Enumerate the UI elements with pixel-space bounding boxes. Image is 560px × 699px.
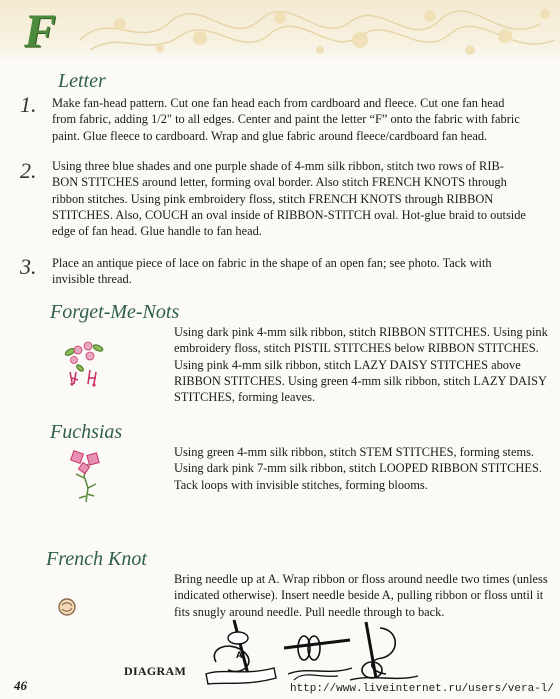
fuchsias-text: Using green 4-mm silk ribbon, stitch STEM STITCHES, forming stems. Using dark pink 7-mm silk ribbon, stitch LOOPED RIBBON STITCHES. Tack loops with invisible stitches, forming blooms. <box>174 445 542 492</box>
section-heading-french-knot: French Knot <box>46 548 147 570</box>
step-text-3: Place an antique piece of lace on fabric in the shape of an open fan; see photo. Tack with invisible thread. <box>52 256 492 287</box>
header-banner <box>0 0 560 62</box>
fuchsias-illustration <box>66 448 106 504</box>
step-number-2: 2. <box>20 158 37 183</box>
french-knot-illustration <box>56 596 78 618</box>
french-knot-diagram-3 <box>346 618 422 686</box>
step-number-3: 3. <box>20 254 37 279</box>
source-watermark: http://www.liveinternet.ru/users/vera-l/ <box>289 683 554 695</box>
chapter-letter: F <box>23 5 56 58</box>
step-number-1: 1. <box>20 92 37 117</box>
chapter-letter-badge <box>14 6 66 58</box>
step-text-2: Using three blue shades and one purple shade of 4-mm silk ribbon, stitch two rows of RIB-BON STITCHES around letter, forming oval border. Also stitch FRENCH KNOTS through ribbon stitches. Using pink embroidery floss, stitch FRENCH KNOTS through RIBBON STITCHES. Also, COUCH an oval inside of RIBBON-STITCH oval. Hot-glue braid to outside edge of fan head. Glue handle to fan head. <box>52 159 526 239</box>
section-heading-fuchsias: Fuchsias <box>50 421 123 443</box>
forget-me-nots-illustration <box>60 338 108 390</box>
point-a-label: A <box>236 650 243 660</box>
step-text-1: Make fan-head pattern. Cut one fan head each from cardboard and fleece. Cut one fan head from fabric, adding 1/2" to all edges. Center and paint the letter “F” onto the fabric with fabric paint. Glue fleece to cardboard. Wrap and glue fabric around fleece/cardboard fan head. <box>52 96 520 143</box>
forget-me-nots-text: Using dark pink 4-mm silk ribbon, stitch RIBBON STITCHES. Using pink embroidery floss, stitch PISTIL STITCHES below RIBBON STITCHES. Using pink 4-mm silk ribbon, stitch LAZY DAISY STITCHES above RIBBON STITCHES. Using green 4-mm silk ribbon, stitch LAZY DAISY STITCHES, forming leaves. <box>174 325 548 405</box>
section-heading-forget-me-nots: Forget-Me-Nots <box>50 301 180 323</box>
section-heading-letter: Letter <box>58 70 106 92</box>
french-knot-diagram-1 <box>204 618 280 686</box>
french-knot-text: Bring needle up at A. Wrap ribbon or floss around needle two times (unless indicated otherwise). Insert needle beside A, pulling ribbon or floss until it fits snugly around needle. Pull needle through to back. <box>174 572 548 619</box>
floral-border-decoration <box>0 0 560 62</box>
page-number: 46 <box>14 678 27 693</box>
diagram-label: DIAGRAM <box>124 664 187 678</box>
french-knot-diagram-2 <box>278 618 354 686</box>
